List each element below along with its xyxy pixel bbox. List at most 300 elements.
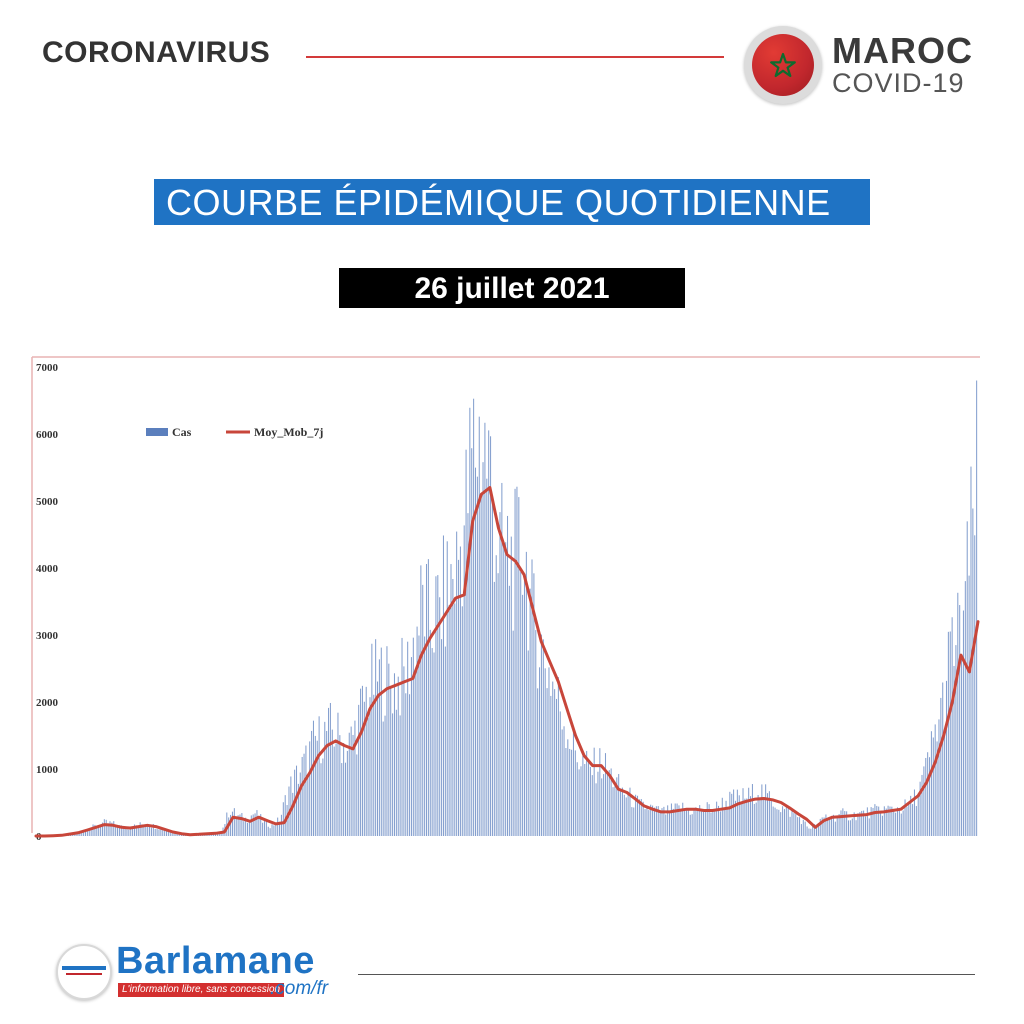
case-bar bbox=[368, 718, 369, 836]
case-bar bbox=[605, 753, 606, 836]
case-bar bbox=[104, 819, 105, 836]
case-bar bbox=[759, 800, 760, 836]
case-bar bbox=[963, 611, 964, 836]
case-bar bbox=[445, 647, 446, 836]
case-bar bbox=[974, 535, 975, 836]
case-bar bbox=[695, 807, 696, 836]
case-bar bbox=[874, 804, 875, 836]
y-tick-label: 3000 bbox=[36, 630, 58, 642]
case-bar bbox=[765, 784, 766, 836]
brand-domain: .com/fr bbox=[270, 978, 329, 999]
case-bar bbox=[729, 792, 730, 836]
case-bar bbox=[835, 822, 836, 836]
case-bar bbox=[251, 815, 252, 836]
case-bar bbox=[272, 824, 273, 836]
case-bar bbox=[462, 606, 463, 836]
case-bar bbox=[803, 820, 804, 836]
case-bar bbox=[277, 818, 278, 836]
case-bar bbox=[236, 816, 237, 836]
header-title: CORONAVIRUS bbox=[42, 36, 271, 69]
case-bar bbox=[808, 829, 809, 836]
case-bar bbox=[130, 828, 131, 836]
case-bar bbox=[460, 547, 461, 837]
case-bar bbox=[354, 721, 355, 836]
case-bar bbox=[829, 818, 830, 836]
case-bar bbox=[473, 399, 474, 836]
case-bar bbox=[628, 793, 629, 836]
case-bar bbox=[731, 794, 732, 836]
legend-ma-label: Moy_Mob_7j bbox=[254, 425, 324, 439]
brand-logo-icon bbox=[56, 944, 112, 1000]
case-bar bbox=[292, 793, 293, 836]
case-bar bbox=[547, 688, 548, 836]
case-bar bbox=[383, 722, 384, 836]
case-bar bbox=[712, 810, 713, 836]
case-bar bbox=[579, 769, 580, 836]
chart-legend bbox=[146, 425, 323, 439]
case-bar bbox=[669, 813, 670, 836]
case-bar bbox=[428, 559, 429, 836]
case-bar bbox=[305, 746, 306, 836]
case-bar bbox=[415, 674, 416, 836]
case-bar bbox=[281, 815, 282, 836]
case-bar bbox=[469, 408, 470, 836]
case-bar bbox=[430, 630, 431, 836]
case-bar bbox=[748, 788, 749, 836]
case-bar bbox=[441, 639, 442, 836]
case-bar bbox=[285, 795, 286, 836]
case-bar bbox=[624, 795, 625, 836]
case-bar bbox=[592, 775, 593, 836]
case-bar bbox=[113, 821, 114, 836]
case-bar bbox=[703, 811, 704, 836]
case-bar bbox=[856, 820, 857, 836]
y-tick-label: 1000 bbox=[36, 764, 58, 776]
chart-banner-title: COURBE ÉPIDÉMIQUE QUOTIDIENNE bbox=[154, 179, 870, 225]
case-bar bbox=[580, 766, 581, 836]
case-bar bbox=[486, 479, 487, 836]
case-bar bbox=[837, 818, 838, 836]
case-bar bbox=[262, 823, 263, 836]
case-bar bbox=[848, 820, 849, 836]
case-bar bbox=[976, 381, 977, 836]
case-bar bbox=[520, 572, 521, 836]
case-bar bbox=[147, 826, 148, 836]
case-bar bbox=[162, 830, 163, 836]
case-bar bbox=[645, 809, 646, 836]
case-bar bbox=[264, 820, 265, 836]
case-bar bbox=[825, 814, 826, 836]
case-bar bbox=[283, 802, 284, 836]
case-bar bbox=[582, 756, 583, 836]
case-bar bbox=[324, 722, 325, 836]
covid-label: COVID-19 bbox=[832, 68, 965, 98]
case-bar bbox=[876, 806, 877, 836]
case-bar bbox=[918, 794, 919, 836]
case-bar bbox=[541, 635, 542, 836]
case-bar bbox=[929, 757, 930, 836]
case-bar bbox=[633, 807, 634, 836]
case-bar bbox=[471, 448, 472, 836]
case-bar bbox=[437, 575, 438, 836]
case-bar bbox=[724, 809, 725, 836]
case-bar bbox=[392, 713, 393, 836]
case-bar bbox=[449, 605, 450, 836]
case-bar bbox=[477, 477, 478, 836]
case-bar bbox=[775, 808, 776, 836]
case-bar bbox=[106, 820, 107, 836]
case-bar bbox=[481, 495, 482, 836]
case-bar bbox=[631, 807, 632, 836]
case-bar bbox=[776, 809, 777, 836]
case-bar bbox=[737, 790, 738, 836]
case-bar bbox=[466, 450, 467, 836]
case-bar bbox=[564, 726, 565, 836]
case-bar bbox=[266, 820, 267, 836]
case-bar bbox=[959, 605, 960, 836]
y-tick-label: 4000 bbox=[36, 563, 58, 575]
case-bar bbox=[309, 741, 310, 836]
case-bar bbox=[426, 564, 427, 836]
case-bar bbox=[614, 786, 615, 836]
footer-divider bbox=[358, 974, 975, 975]
case-bar bbox=[746, 798, 747, 836]
case-bar bbox=[901, 814, 902, 836]
case-bar bbox=[505, 542, 506, 836]
case-bar bbox=[268, 827, 269, 836]
case-bar bbox=[916, 806, 917, 836]
case-bar bbox=[402, 638, 403, 836]
case-bar bbox=[390, 686, 391, 836]
case-bar bbox=[931, 731, 932, 836]
case-bar bbox=[483, 462, 484, 836]
case-bar bbox=[556, 699, 557, 836]
case-bar bbox=[439, 597, 440, 836]
case-bar bbox=[475, 468, 476, 836]
case-bar bbox=[458, 560, 459, 836]
case-bar bbox=[411, 657, 412, 836]
case-bar bbox=[726, 801, 727, 836]
case-bar bbox=[552, 682, 553, 836]
case-bar bbox=[639, 799, 640, 836]
case-bar bbox=[447, 541, 448, 836]
case-bar bbox=[942, 683, 943, 836]
case-bar bbox=[965, 581, 966, 836]
case-bar bbox=[906, 807, 907, 836]
case-bar bbox=[925, 758, 926, 836]
case-bar bbox=[328, 708, 329, 836]
case-bar bbox=[697, 811, 698, 836]
case-bar bbox=[313, 721, 314, 836]
case-bar bbox=[332, 730, 333, 836]
case-bar bbox=[302, 757, 303, 836]
case-bar bbox=[513, 631, 514, 836]
case-bar bbox=[707, 802, 708, 836]
case-bar bbox=[588, 759, 589, 836]
case-bar bbox=[499, 512, 500, 836]
case-bar bbox=[155, 829, 156, 836]
case-bar bbox=[366, 687, 367, 836]
case-bar bbox=[912, 804, 913, 836]
case-bar bbox=[758, 795, 759, 836]
case-bar bbox=[752, 784, 753, 836]
case-bar bbox=[398, 677, 399, 836]
case-bar bbox=[330, 703, 331, 836]
case-bar bbox=[484, 423, 485, 836]
case-bar bbox=[253, 814, 254, 836]
case-bar bbox=[584, 764, 585, 836]
case-bar bbox=[371, 644, 372, 836]
case-bar bbox=[688, 809, 689, 836]
case-bar bbox=[620, 790, 621, 836]
y-tick-label: 2000 bbox=[36, 697, 58, 709]
case-bar bbox=[562, 729, 563, 836]
case-bar bbox=[435, 576, 436, 836]
case-bar bbox=[420, 565, 421, 836]
case-bar bbox=[234, 808, 235, 836]
case-bar bbox=[226, 813, 227, 836]
case-bar bbox=[793, 813, 794, 836]
country-label: MAROC bbox=[832, 30, 973, 71]
case-bar bbox=[550, 696, 551, 836]
case-bar bbox=[590, 767, 591, 836]
case-bar bbox=[87, 831, 88, 836]
case-bar bbox=[790, 817, 791, 836]
case-bar bbox=[899, 810, 900, 836]
legend-cas-label: Cas bbox=[172, 425, 192, 439]
case-bar bbox=[385, 716, 386, 836]
case-bar bbox=[565, 748, 566, 836]
case-bar bbox=[957, 593, 958, 836]
case-bar bbox=[360, 689, 361, 836]
case-bar bbox=[575, 750, 576, 836]
case-bar bbox=[123, 828, 124, 836]
case-bar bbox=[675, 804, 676, 837]
case-bar bbox=[434, 653, 435, 837]
case-bar bbox=[897, 807, 898, 836]
case-bar bbox=[515, 489, 516, 836]
case-bar bbox=[684, 809, 685, 836]
case-bar bbox=[464, 525, 465, 836]
case-bar bbox=[526, 552, 527, 836]
case-bar bbox=[373, 695, 374, 836]
case-bar bbox=[780, 812, 781, 836]
case-bar bbox=[690, 815, 691, 836]
case-bar bbox=[972, 508, 973, 836]
case-bar bbox=[126, 829, 127, 836]
case-bar bbox=[524, 579, 525, 836]
case-bar bbox=[304, 754, 305, 836]
case-bar bbox=[394, 673, 395, 836]
case-bar bbox=[782, 806, 783, 836]
case-bar bbox=[671, 804, 672, 836]
case-bar bbox=[569, 749, 570, 836]
case-bar bbox=[705, 809, 706, 836]
case-bar bbox=[709, 804, 710, 836]
date-label: 26 juillet 2021 bbox=[339, 268, 685, 308]
case-bar bbox=[722, 798, 723, 836]
case-bar bbox=[560, 711, 561, 836]
case-bar bbox=[554, 689, 555, 836]
case-bar bbox=[498, 573, 499, 836]
case-bar bbox=[174, 834, 175, 836]
case-bar bbox=[158, 830, 159, 836]
case-bar bbox=[784, 809, 785, 836]
case-bar bbox=[952, 617, 953, 836]
case-bar bbox=[840, 810, 841, 836]
case-bar bbox=[132, 829, 133, 836]
case-bar bbox=[944, 730, 945, 836]
case-bar bbox=[273, 825, 274, 836]
case-bar bbox=[594, 748, 595, 836]
case-bar bbox=[369, 697, 370, 836]
case-bar bbox=[648, 810, 649, 836]
case-bar bbox=[850, 820, 851, 836]
case-bar bbox=[869, 818, 870, 836]
case-bar bbox=[733, 790, 734, 837]
case-bar bbox=[343, 743, 344, 836]
case-bar bbox=[599, 748, 600, 836]
case-bar bbox=[865, 816, 866, 836]
case-bar bbox=[413, 638, 414, 836]
case-bar bbox=[345, 763, 346, 836]
case-bar bbox=[701, 811, 702, 836]
case-bar bbox=[351, 727, 352, 836]
case-bar bbox=[603, 774, 604, 836]
case-bar bbox=[763, 798, 764, 836]
case-bar bbox=[882, 816, 883, 836]
case-bar bbox=[496, 555, 497, 836]
case-bar bbox=[622, 788, 623, 836]
legend-cas-swatch bbox=[146, 428, 168, 436]
case-bar bbox=[322, 759, 323, 836]
case-bar bbox=[528, 651, 529, 837]
case-bar bbox=[903, 810, 904, 836]
case-bar bbox=[714, 809, 715, 836]
case-bar bbox=[778, 810, 779, 836]
case-bar bbox=[921, 775, 922, 836]
case-bar bbox=[275, 825, 276, 836]
case-bar bbox=[417, 627, 418, 836]
case-bar bbox=[665, 814, 666, 836]
case-bar bbox=[337, 713, 338, 836]
case-bar bbox=[537, 688, 538, 836]
case-bar bbox=[405, 693, 406, 836]
brand-name: Barlamane bbox=[116, 940, 315, 982]
case-bar bbox=[946, 681, 947, 836]
case-bar bbox=[347, 751, 348, 836]
case-bar bbox=[117, 827, 118, 836]
case-bar bbox=[805, 822, 806, 836]
case-bar bbox=[686, 809, 687, 836]
case-bar bbox=[596, 783, 597, 836]
case-bar bbox=[810, 829, 811, 836]
y-axis-ticks bbox=[36, 362, 59, 843]
case-bar bbox=[270, 828, 271, 836]
case-bar bbox=[682, 803, 683, 836]
case-bar bbox=[315, 736, 316, 836]
case-bar bbox=[567, 739, 568, 836]
case-bar bbox=[407, 642, 408, 836]
case-bar bbox=[379, 659, 380, 836]
case-bar bbox=[935, 724, 936, 836]
case-bar bbox=[831, 819, 832, 836]
brand-tagline: L'information libre, sans concession bbox=[118, 983, 284, 997]
case-bar bbox=[339, 735, 340, 836]
y-tick-label: 7000 bbox=[36, 362, 58, 374]
case-bar bbox=[852, 819, 853, 836]
case-bar bbox=[710, 812, 711, 836]
cases-bars bbox=[45, 381, 977, 836]
case-bar bbox=[771, 799, 772, 836]
case-bar bbox=[422, 585, 423, 836]
case-bar bbox=[908, 803, 909, 836]
case-bar bbox=[452, 579, 453, 836]
case-bar bbox=[128, 830, 129, 836]
case-bar bbox=[311, 731, 312, 836]
case-bar bbox=[571, 750, 572, 836]
case-bar bbox=[673, 809, 674, 836]
case-bar bbox=[893, 810, 894, 836]
case-bar bbox=[880, 811, 881, 836]
case-bar bbox=[773, 807, 774, 836]
case-bar bbox=[558, 677, 559, 836]
y-tick-label: 6000 bbox=[36, 429, 58, 441]
case-bar bbox=[400, 715, 401, 836]
case-bar bbox=[454, 603, 455, 836]
case-bar bbox=[720, 811, 721, 836]
case-bar bbox=[255, 813, 256, 836]
case-bar bbox=[424, 637, 425, 837]
case-bar bbox=[93, 824, 94, 836]
case-bar bbox=[300, 773, 301, 836]
case-bar bbox=[680, 811, 681, 836]
case-bar bbox=[948, 632, 949, 836]
case-bar bbox=[403, 666, 404, 836]
case-bar bbox=[140, 822, 141, 836]
case-bar bbox=[923, 766, 924, 836]
case-bar bbox=[494, 582, 495, 836]
case-bar bbox=[545, 668, 546, 836]
case-bar bbox=[613, 787, 614, 836]
case-bar bbox=[381, 648, 382, 836]
case-bar bbox=[479, 417, 480, 836]
case-bar bbox=[319, 716, 320, 836]
case-bar bbox=[867, 807, 868, 836]
case-bar bbox=[375, 639, 376, 836]
case-bar bbox=[307, 775, 308, 836]
case-bar bbox=[543, 639, 544, 836]
case-bar bbox=[488, 430, 489, 836]
case-bar bbox=[535, 630, 536, 836]
case-bar bbox=[149, 827, 150, 836]
case-bar bbox=[258, 818, 259, 836]
case-bar bbox=[320, 763, 321, 836]
case-bar bbox=[522, 595, 523, 836]
case-bar bbox=[716, 802, 717, 836]
case-bar bbox=[247, 823, 248, 836]
case-bar bbox=[938, 719, 939, 836]
case-bar bbox=[756, 803, 757, 836]
case-bar bbox=[432, 648, 433, 836]
case-bar bbox=[667, 805, 668, 836]
case-bar bbox=[548, 667, 549, 836]
case-bar bbox=[516, 487, 517, 836]
case-bar bbox=[607, 771, 608, 836]
case-bar bbox=[788, 808, 789, 836]
case-bar bbox=[341, 763, 342, 836]
case-bar bbox=[961, 658, 962, 836]
